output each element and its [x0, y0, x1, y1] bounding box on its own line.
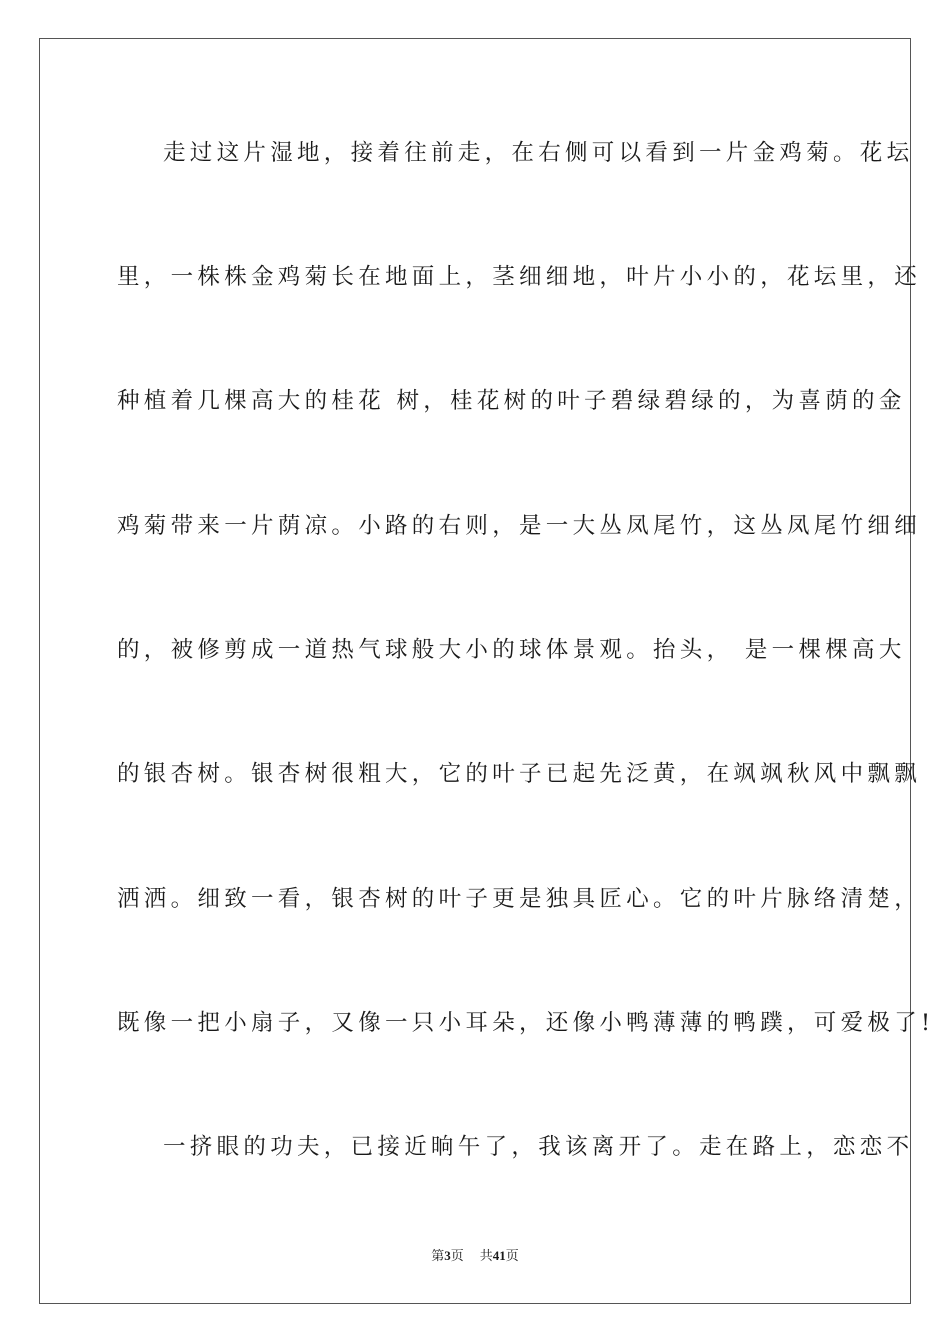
paragraph-line: 种植着几棵高大的桂花 树，桂花树的叶子碧绿碧绿的，为喜荫的金 [117, 388, 906, 414]
paragraph-line: 洒洒。细致一看，银杏树的叶子更是独具匠心。它的叶片脉络清楚， [117, 886, 922, 912]
page-current: 3 [444, 1248, 451, 1263]
page-suffix: 页 [450, 1249, 464, 1264]
paragraph-line: 的，被修剪成一道热气球般大小的球体景观。抬头， 是一棵棵高大 [117, 637, 906, 663]
total-suffix: 页 [505, 1249, 519, 1264]
paragraph-line: 走过这片湿地，接着往前走，在右侧可以看到一片金鸡菊。花坛 [163, 140, 914, 166]
page-footer [0, 1247, 950, 1266]
paragraph-line: 鸡菊带来一片荫凉。小路的右则，是一大丛凤尾竹，这丛凤尾竹细细 [117, 513, 922, 539]
page-border [39, 38, 935, 1304]
paragraph-line: 里，一株株金鸡菊长在地面上，茎细细地，叶片小小的，花坛里，还 [117, 264, 922, 290]
paragraph-line: 一挤眼的功夫，已接近晌午了，我该离开了。走在路上，恋恋不 [163, 1134, 914, 1160]
page-prefix: 第 [431, 1249, 445, 1264]
total-prefix: 共 [479, 1249, 493, 1264]
paragraph-line: 既像一把小扇子，又像一只小耳朵，还像小鸭薄薄的鸭蹼，可爱极了! [117, 1010, 935, 1036]
paragraph-line: 的银杏树。银杏树很粗大，它的叶子已起先泛黄，在飒飒秋风中飘飘 [117, 761, 922, 787]
page-total: 41 [492, 1248, 506, 1263]
